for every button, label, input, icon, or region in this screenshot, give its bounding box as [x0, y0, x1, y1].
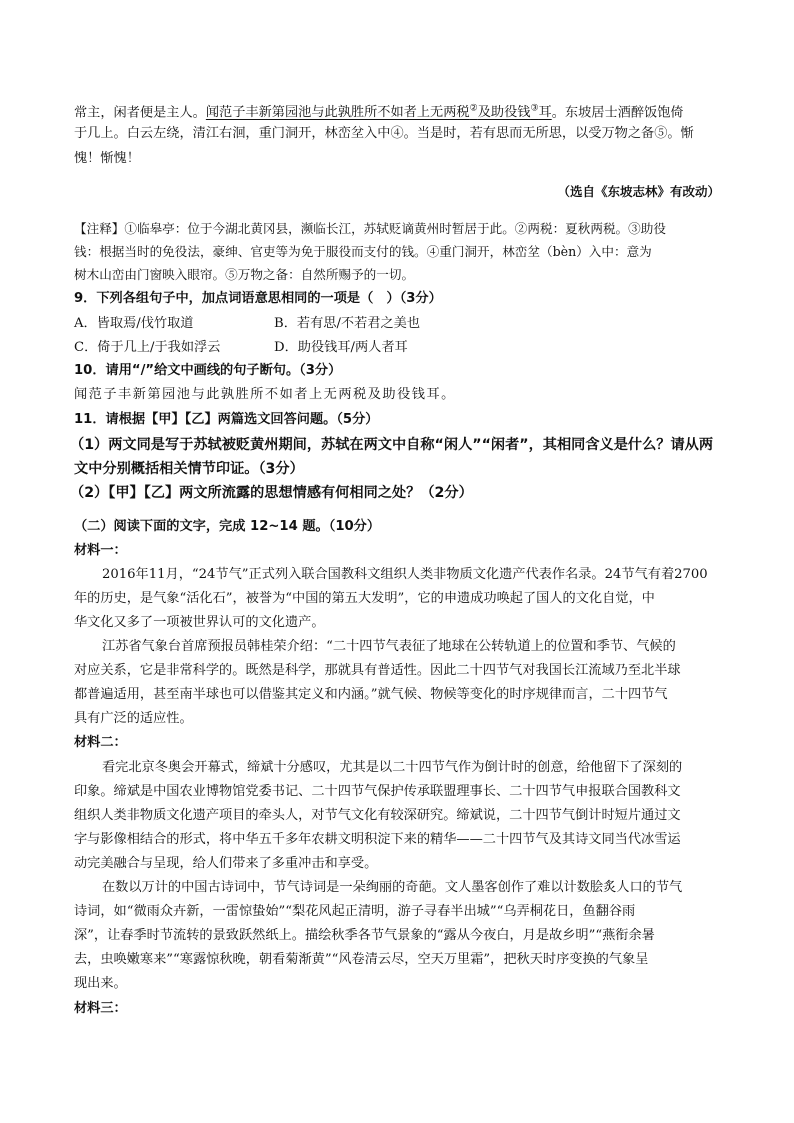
material-3-label: 材料三： — [74, 1001, 127, 1016]
q10-sentence: 闻范子丰新第园池与此孰胜所不如者上无两税及助役钱耳。 — [74, 387, 456, 402]
question-9: 9．下列各组句子中，加点词语意思相同的一项是（ ）（3分） — [74, 291, 442, 306]
q9-option-c: C．倚于几上/于我如浮云 — [74, 340, 221, 355]
m2-p1-line4: 字与影像相结合的形式，将中华五千多年农耕文明积淀下来的精华——二十四节气及其诗文同当代冰雪运 — [74, 832, 681, 847]
m2-p2-line1: 在数以万计的中国古诗词中，节气诗词是一朵绚丽的奇葩。文人墨客创作了难以计数脍炙人口的节气 — [102, 880, 683, 895]
m2-p2-line3: 深”，让春季时节流转的景致跃然纸上。描绘秋季各节气景象的“露从今夜白，月是故乡明”“燕衔余暑 — [74, 928, 655, 943]
q9-option-b: B．若有思/不若君之美也 — [274, 316, 421, 331]
m1-p1-line2: 年的历史，是气象“活化石”，被誉为“中国的第五大发明”，它的申遗成功唤起了国人的文化自觉，中 — [74, 591, 655, 606]
m2-p1-line3: 组织人类非物质文化遗产项目的牵头人，对节气文化有较深研究。缔斌说，二十四节气倒计时短片通过文 — [74, 808, 681, 823]
material-2-label: 材料二： — [74, 735, 127, 750]
notes-line-1: 【注释】①临皋亭：位于今湖北黄冈县，濒临长江，苏轼贬谪黄州时暂居于此。②两税：夏秋两税。③助役 — [74, 221, 666, 236]
passage-line-3: 愧！惭愧！ — [74, 151, 140, 166]
q9-option-d: D．助役钱耳/两人者耳 — [274, 340, 408, 355]
passage-line-1 — [74, 98, 684, 124]
underlined-part-2: 及助役钱 — [477, 105, 531, 121]
q11-sub2: （2）【甲】【乙】两文所流露的思想情感有何相同之处？（2分） — [70, 485, 473, 501]
underlined-sentence — [206, 105, 552, 120]
m1-p2-line4: 具有广泛的适应性。 — [74, 711, 193, 726]
m1-p1-line1: 2016年11月，“24节气”正式列入联合国教科文组织人类非物质文化遗产代表作名录。24节气有着2700 — [102, 567, 708, 582]
m2-p2-line4: 去，虫唤嫩寒来”“寒露惊秋晚，朝看菊渐黄”“风卷清云尽，空天万里霜”，把秋天时序变换的气象呈 — [74, 952, 649, 967]
m2-p2-line5: 现出来。 — [74, 976, 127, 991]
passage-text-end: 。东坡居士酒醉饭饱倚 — [551, 105, 684, 121]
material-1-label: 材料一： — [74, 543, 127, 558]
question-11: 11．请根据【甲】【乙】两篇选文回答问题。（5分） — [74, 412, 379, 427]
footnote-mark-2: ② — [469, 104, 478, 114]
m1-p1-line3: 华文化又多了一项被世界认可的文化遗产。 — [74, 615, 325, 630]
passage-line-2: 于几上。白云左绕，清江右洄，重门洞开，林峦坌入中④。当是时，若有思而无所思，以受万物之备⑤。惭 — [74, 126, 694, 141]
q11-sub1-line1: （1）两文同是写于苏轼被贬黄州期间，苏轼在两文中自称“闲人”“闲者”，其相同含义是什么？请从两 — [70, 437, 714, 453]
q9-option-a: A．皆取焉/伐竹取道 — [74, 316, 194, 331]
m1-p2-line2: 对应关系，它是非常科学的。既然是科学，那就具有普适性。因此二十四节气对我国长江流域乃至北半球 — [74, 663, 681, 678]
passage-source: （选自《东坡志林》有改动） — [557, 184, 720, 199]
m1-p2-line1: 江苏省气象台首席预报员韩桂荣介绍：“二十四节气表征了地球在公转轨道上的位置和季节、气候的 — [102, 639, 676, 654]
passage-text: 常主，闲者便是主人。 — [74, 105, 206, 121]
notes-line-3: 树木山峦由门窗映入眼帘。⑤万物之备：自然所赐予的一切。 — [74, 267, 415, 282]
section-2-heading: （二）阅读下面的文字，完成 12~14 题。（10分） — [74, 519, 381, 534]
m2-p2-line2: 诗词，如“微雨众卉新，一雷惊蛰始”“梨花风起正清明，游子寻春半出城”“乌弄桐花日，鱼翻谷雨 — [74, 904, 636, 919]
q11-sub1-line2: 文中分别概括相关情节印证。（3分） — [74, 461, 304, 477]
m2-p1-line5: 动完美融合与呈现，给人们带来了多重冲击和享受。 — [74, 856, 378, 871]
m1-p2-line3: 都普遍适用，甚至南半球也可以借鉴其定义和内涵。”就气候、物候等变化的时序规律而言，二十四节气 — [74, 687, 668, 702]
footnote-mark-3: ③ — [530, 104, 539, 114]
underlined-part-3: 耳 — [538, 105, 552, 121]
question-10: 10．请用“/”给文中画线的句子断句。（3分） — [74, 363, 342, 378]
underlined-part-1: 闻范子丰新第园池与此孰胜所不如者上无两税 — [205, 105, 470, 121]
m2-p1-line1: 看完北京冬奥会开幕式，缔斌十分感叹，尤其是以二十四节气作为倒计时的创意，给他留下了深刻的 — [102, 760, 683, 775]
notes-line-2: 钱：根据当时的免役法，豪绅、官吏等为免于服役而支付的钱。④重门洞开，林峦坌（bèn）入中：意为 — [74, 244, 652, 259]
m2-p1-line2: 印象。缔斌是中国农业博物馆党委书记、二十四节气保护传承联盟理事长、二十四节气申报联合国教科文 — [74, 784, 681, 799]
